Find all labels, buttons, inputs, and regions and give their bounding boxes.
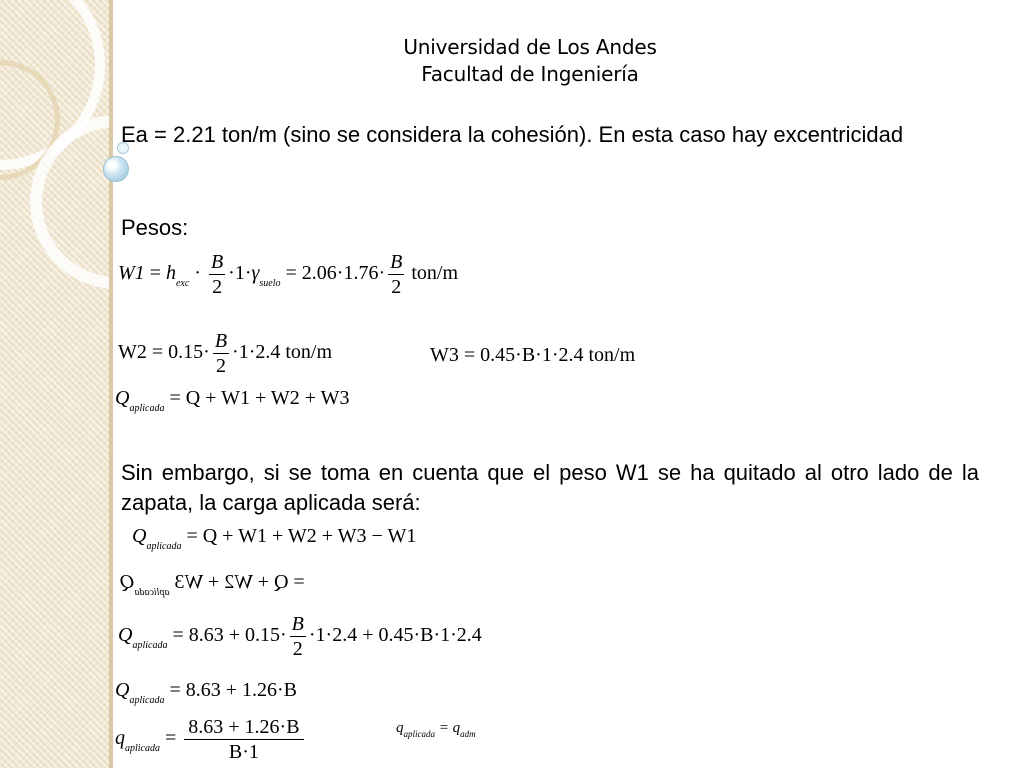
equation-q-aplicada-6: [115, 715, 307, 764]
w2-denominator: 2: [213, 353, 229, 378]
w2-rhs: ·1·2.4 ton/m: [232, 341, 333, 364]
w2-lhs: W2 = 0.15·: [118, 341, 210, 364]
q1-rhs: = Q + W1 + W2 + W3: [169, 387, 350, 409]
q4-symbol: Q: [118, 624, 133, 647]
w1-numerator: B: [210, 251, 224, 273]
q3-symbol: Q: [120, 571, 135, 593]
closing-paragraph: Sin embargo, si se toma en cuenta que el peso W1 se ha quitado al otro lado de la zapata, la carga aplicada será:: [121, 460, 979, 515]
q3-subscript: aplicada: [134, 587, 170, 598]
q4-rhs: ·1·2.4 + 0.45·B·1·2.4: [308, 624, 482, 647]
q5-subscript: aplicada: [129, 695, 165, 706]
decorative-side-band: [0, 0, 113, 768]
q4-fraction: [290, 612, 306, 661]
equation-w2: [118, 329, 332, 378]
equation-w3: W3 = 0.45·B·1·2.4 ton/m: [430, 344, 636, 366]
university-name: Universidad de Los Andes: [403, 35, 657, 59]
q7-mid: = q: [435, 720, 461, 736]
q6-subscript: aplicada: [125, 743, 160, 755]
q5-rhs: = 8.63 + 1.26·B: [169, 679, 298, 701]
q4-numerator: B: [291, 613, 304, 635]
w1-denominator-2: 2: [388, 274, 404, 299]
q4-subscript: aplicada: [132, 640, 168, 652]
faculty-name: Facultad de Ingeniería: [421, 62, 639, 86]
q6-symbol: q: [115, 727, 125, 750]
q6-equals: =: [165, 727, 177, 750]
intro-paragraph: Ea = 2.21 ton/m (sino se considera la cohesión). En esta caso hay excentricidad: [121, 122, 904, 147]
equation-q-aplicada-3-garbled: [120, 570, 305, 605]
equation-q-aplicada-equals-q-adm: [396, 716, 476, 746]
q2-subscript: aplicada: [146, 541, 182, 552]
q6-denominator: B·1: [184, 739, 303, 764]
equation-q-aplicada-4: [118, 612, 482, 661]
w1-fraction: [209, 250, 225, 299]
slide-header: [300, 34, 760, 88]
q1-subscript: aplicada: [129, 403, 165, 414]
w1-fraction-2: [388, 250, 404, 299]
w1-gamma: γ: [251, 262, 260, 285]
q4-denominator: 2: [290, 636, 306, 661]
equation-q-aplicada-5: [115, 678, 297, 713]
equation-q-aplicada-1: [115, 386, 350, 421]
q7-subscript: aplicada: [403, 729, 435, 739]
q5-symbol: Q: [115, 679, 130, 701]
w1-denominator: 2: [209, 274, 225, 299]
decorative-bubble-icon: [103, 156, 129, 182]
w2-numerator: B: [214, 330, 228, 352]
q1-symbol: Q: [115, 387, 130, 409]
equation-w1: [118, 250, 458, 299]
w1-lhs: W1: [118, 262, 145, 285]
w1-h: h: [165, 262, 176, 285]
w1-gamma-subscript: suelo: [259, 278, 281, 290]
q4-lhs-rest: = 8.63 + 0.15·: [172, 624, 287, 647]
w1-h-subscript: exc: [175, 278, 190, 290]
q2-symbol: Q: [132, 525, 147, 547]
w1-numerator-2: B: [390, 251, 403, 273]
q7-symbol: q: [396, 720, 404, 736]
w1-mid: ·1·: [228, 262, 252, 285]
w1-dot: ·: [194, 262, 201, 285]
q3-rhs: = Q + W2 + W3: [174, 571, 305, 593]
w1-unit: ton/m: [411, 262, 458, 285]
w2-fraction: [213, 329, 229, 378]
w1-equals: =: [149, 262, 166, 285]
q6-numerator: 8.63 + 1.26·B: [188, 716, 300, 738]
garbled-equation: [120, 570, 305, 605]
pesos-heading: Pesos:: [121, 215, 189, 240]
q7-subscript-2: adm: [460, 729, 476, 739]
w1-rhs: = 2.06·1.76·: [285, 262, 386, 285]
q6-fraction: [184, 715, 303, 764]
equation-q-aplicada-2: [132, 524, 416, 559]
q2-rhs: = Q + W1 + W2 + W3 − W1: [186, 525, 417, 547]
